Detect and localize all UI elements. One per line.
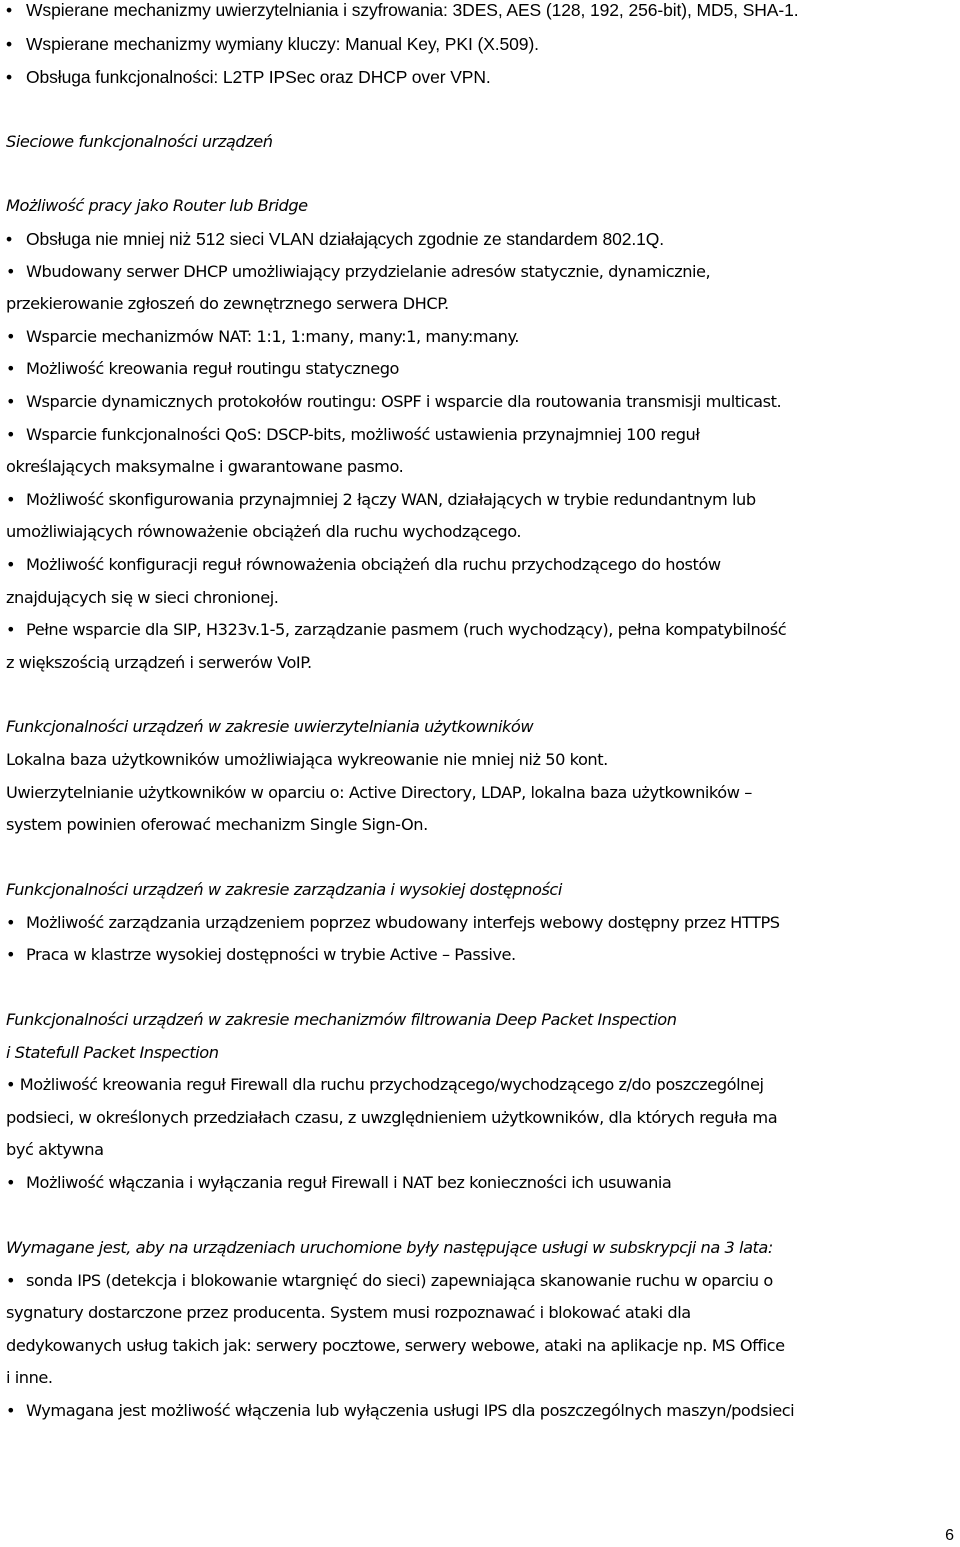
section-heading: Sieciowe funkcjonalności urządzeń (6, 132, 273, 151)
section-heading: Funkcjonalności urządzeń w zakresie uwierzytelniania użytkowników (6, 717, 534, 736)
list-item (6, 392, 781, 412)
list-item (6, 490, 756, 510)
list-item-text: Wymagana jest możliwość włączenia lub wyłączenia usługi IPS dla poszczególnych maszyn/podsieci (26, 1401, 795, 1420)
bullet-icon: • (6, 425, 16, 444)
list-item-text: Wspierane mechanizmy uwierzytelniania i szyfrowania: 3DES, AES (128, 192, 256-bit), MD5, SHA-1. (26, 0, 799, 20)
list-item (6, 425, 700, 445)
bullet-icon: • (6, 359, 16, 378)
page-number: 6 (945, 1527, 954, 1544)
list-item-text: Praca w klastrze wysokiej dostępności w trybie Active – Passive. (26, 945, 516, 964)
bullet-icon: • (6, 229, 13, 249)
list-item (6, 945, 516, 965)
list-item (6, 34, 539, 54)
list-item-text: Możliwość włączania i wyłączania reguł Firewall i NAT bez konieczności ich usuwania (26, 1173, 672, 1192)
section-heading: Funkcjonalności urządzeń w zakresie mechanizmów filtrowania Deep Packet Inspection (6, 1010, 677, 1029)
list-item (6, 1271, 773, 1291)
paragraph-line: system powinien oferować mechanizm Single Sign-On. (6, 815, 428, 834)
list-item-text: Wbudowany serwer DHCP umożliwiający przydzielanie adresów statycznie, dynamicznie, (26, 262, 711, 281)
paragraph-line: Uwierzytelnianie użytkowników w oparciu o: Active Directory, LDAP, lokalna baza użytkowników – (6, 783, 752, 802)
list-item-text: Obsługa funkcjonalności: L2TP IPSec oraz DHCP over VPN. (26, 67, 491, 87)
bullet-icon: • (6, 490, 16, 509)
list-item-continuation: z większością urządzeń i serwerów VoIP. (6, 653, 312, 672)
list-item (6, 0, 799, 20)
list-item-continuation: podsieci, w określonych przedziałach czasu, z uwzględnieniem użytkowników, dla których reguła ma (6, 1108, 778, 1127)
list-item-text: Wsparcie funkcjonalności QoS: DSCP-bits, możliwość ustawienia przynajmniej 100 reguł (26, 425, 700, 444)
list-item (6, 67, 491, 87)
list-item-continuation: być aktywna (6, 1140, 104, 1159)
list-item-continuation: umożliwiających równoważenie obciążeń dla ruchu wychodzącego. (6, 522, 522, 541)
list-item (6, 555, 721, 575)
list-item-continuation: znajdujących się w sieci chronionej. (6, 588, 279, 607)
list-item (6, 620, 786, 640)
list-item (6, 327, 519, 347)
bullet-icon: • (6, 67, 13, 87)
list-item-continuation: przekierowanie zgłoszeń do zewnętrznego serwera DHCP. (6, 294, 449, 313)
bullet-icon: • (6, 1173, 16, 1192)
bullet-icon: • (6, 0, 13, 20)
list-item-text: Możliwość zarządzania urządzeniem poprzez wbudowany interfejs webowy dostępny przez HTTPS (26, 913, 780, 932)
section-heading: Funkcjonalności urządzeń w zakresie zarządzania i wysokiej dostępności (6, 880, 562, 899)
list-item-text: Wsparcie dynamicznych protokołów routingu: OSPF i wsparcie dla routowania transmisji multicast. (26, 392, 782, 411)
list-item-text: Możliwość konfiguracji reguł równoważenia obciążeń dla ruchu przychodzącego do hostów (26, 555, 721, 574)
section-heading: Wymagane jest, aby na urządzeniach uruchomione były następujące usługi w subskrypcji na 3 lata: (6, 1238, 773, 1257)
bullet-icon: • (6, 327, 16, 346)
bullet-icon: • (6, 913, 16, 932)
section-heading-continuation: i Statefull Packet Inspection (6, 1043, 219, 1062)
bullet-icon: • (6, 392, 16, 411)
bullet-icon: • (6, 1401, 16, 1420)
list-item (6, 1173, 671, 1193)
list-item-continuation: i inne. (6, 1368, 53, 1387)
list-item-text: Możliwość skonfigurowania przynajmniej 2 łączy WAN, działających w trybie redundantnym lub (26, 490, 756, 509)
bullet-icon: • (6, 1271, 16, 1290)
list-item-continuation: sygnatury dostarczone przez producenta. System musi rozpoznawać i blokować ataki dla (6, 1303, 691, 1322)
list-item-text: Wsparcie mechanizmów NAT: 1:1, 1:many, many:1, many:many. (26, 327, 520, 346)
bullet-icon: • (6, 555, 16, 574)
list-item (6, 229, 664, 249)
bullet-icon: • (6, 34, 13, 54)
list-item-continuation: określających maksymalne i gwarantowane pasmo. (6, 457, 404, 476)
list-item (6, 262, 710, 282)
list-item: • Możliwość kreowania reguł Firewall dla ruchu przychodzącego/wychodzącego z/do poszczególnej (6, 1075, 764, 1094)
list-item-text: Obsługa nie mniej niż 512 sieci VLAN działających zgodnie ze standardem 802.1Q. (26, 229, 665, 249)
list-item-text: Pełne wsparcie dla SIP, H323v.1-5, zarządzanie pasmem (ruch wychodzący), pełna kompatybilność (26, 620, 787, 639)
bullet-icon: • (6, 262, 16, 281)
list-item (6, 359, 399, 379)
list-item-text: Możliwość kreowania reguł routingu statycznego (26, 359, 400, 378)
bullet-icon: • (6, 945, 16, 964)
list-item (6, 1401, 794, 1421)
list-item-text: sonda IPS (detekcja i blokowanie wtargnięć do sieci) zapewniająca skanowanie ruchu w oparciu o (26, 1271, 773, 1290)
list-item (6, 913, 780, 933)
list-item-text: Wspierane mechanizmy wymiany kluczy: Manual Key, PKI (X.509). (26, 34, 539, 54)
section-subheading: Możliwość pracy jako Router lub Bridge (6, 196, 308, 215)
bullet-icon: • (6, 620, 16, 639)
paragraph-line: Lokalna baza użytkowników umożliwiająca wykreowanie nie mniej niż 50 kont. (6, 750, 608, 769)
list-item-continuation: dedykowanych usług takich jak: serwery pocztowe, serwery webowe, ataki na aplikacje np. MS Office (6, 1336, 785, 1355)
